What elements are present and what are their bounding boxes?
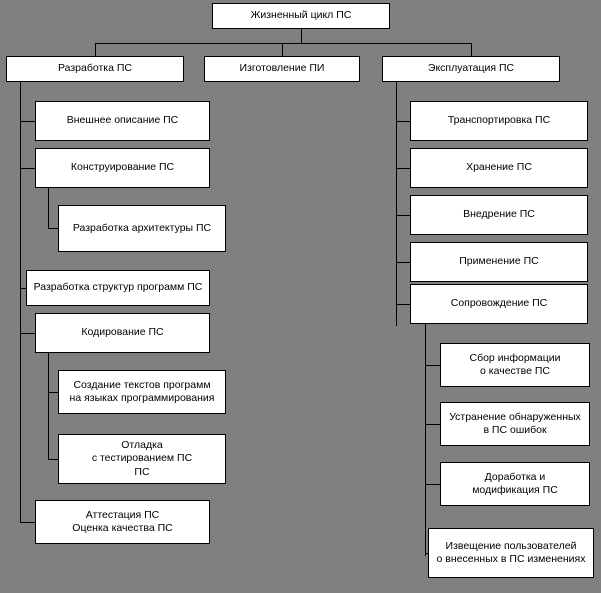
diagram-node-label: Разработка архитектуры ПС: [72, 221, 212, 234]
diagram-node-e6[interactable]: [440, 343, 590, 387]
connector-line: [396, 304, 410, 305]
diagram-node-e1[interactable]: [410, 101, 588, 141]
connector-line: [48, 353, 49, 459]
connector-line: [396, 215, 410, 216]
diagram-node-dev[interactable]: [6, 56, 184, 82]
diagram-node-label: Извещение пользователей о внесенных в ПС изменениях: [436, 539, 586, 565]
connector-line: [95, 43, 471, 44]
connector-line: [471, 43, 472, 56]
diagram-node-label: Устранение обнаруженных в ПС ошибок: [449, 410, 581, 436]
connector-line: [425, 484, 440, 485]
diagram-node-label: Применение ПС: [459, 255, 539, 268]
diagram-node-d2[interactable]: [35, 148, 210, 188]
diagram-node-label: Создание текстов программ на языках программирования: [69, 378, 215, 404]
diagram-node-d7[interactable]: [58, 434, 226, 484]
connector-line: [425, 424, 440, 425]
diagram-node-e4[interactable]: [410, 242, 588, 282]
connector-line: [282, 43, 283, 56]
diagram-node-label: Конструирование ПС: [70, 161, 175, 174]
diagram-node-label: Разработка ПС: [57, 62, 132, 75]
diagram-node-label: Доработка и модификация ПС: [472, 470, 558, 496]
connector-line: [20, 82, 21, 522]
diagram-node-e8[interactable]: [440, 462, 590, 506]
diagram-node-e3[interactable]: [410, 195, 588, 235]
diagram-node-root[interactable]: [212, 3, 390, 29]
diagram-node-d3[interactable]: [58, 205, 226, 252]
diagram-node-label: Разработка структур программ ПС: [33, 281, 203, 294]
connector-line: [20, 522, 35, 523]
connector-line: [301, 29, 302, 43]
connector-line: [48, 392, 58, 393]
connector-line: [20, 121, 35, 122]
diagram-node-e7[interactable]: [440, 402, 590, 446]
diagram-node-label: Хранение ПС: [466, 161, 532, 174]
diagram-node-label: Эксплуатация ПС: [427, 62, 515, 75]
diagram-node-d8[interactable]: [35, 500, 210, 544]
connector-line: [396, 262, 410, 263]
diagram-node-label: Отладка с тестированием ПС ПС: [91, 439, 193, 478]
diagram-node-label: Сопровождение ПС: [450, 297, 548, 310]
diagram-node-label: Жизненный цикл ПС: [250, 9, 352, 22]
connector-line: [48, 228, 58, 229]
diagram-node-d1[interactable]: [35, 101, 210, 141]
diagram-node-label: Изготовление ПИ: [239, 62, 325, 75]
connector-line: [20, 333, 35, 334]
diagram-node-label: Транспортировка ПС: [447, 114, 551, 127]
connector-line: [425, 324, 426, 556]
diagram-node-d4[interactable]: [26, 270, 210, 306]
diagram-node-label: Внедрение ПС: [463, 208, 535, 221]
diagram-node-e5[interactable]: [410, 284, 588, 324]
connector-line: [396, 121, 410, 122]
connector-line: [396, 82, 397, 326]
connector-line: [95, 43, 96, 56]
diagram-node-e9[interactable]: [428, 528, 594, 578]
connector-line: [48, 459, 58, 460]
diagram-node-label: Внешнее описание ПС: [66, 114, 179, 127]
diagram-node-man[interactable]: [204, 56, 360, 82]
diagram-node-label: Сбор информации о качестве ПС: [469, 351, 561, 377]
connector-line: [48, 188, 49, 229]
connector-line: [425, 365, 440, 366]
diagram-node-d5[interactable]: [35, 313, 210, 353]
diagram-node-d6[interactable]: [58, 370, 226, 414]
connector-line: [20, 168, 35, 169]
connector-line: [396, 168, 410, 169]
diagram-node-label: Кодирование ПС: [81, 326, 164, 339]
diagram-node-exp[interactable]: [382, 56, 560, 82]
diagram-node-e2[interactable]: [410, 148, 588, 188]
diagram-node-label: Аттестация ПС Оценка качества ПС: [72, 508, 173, 534]
